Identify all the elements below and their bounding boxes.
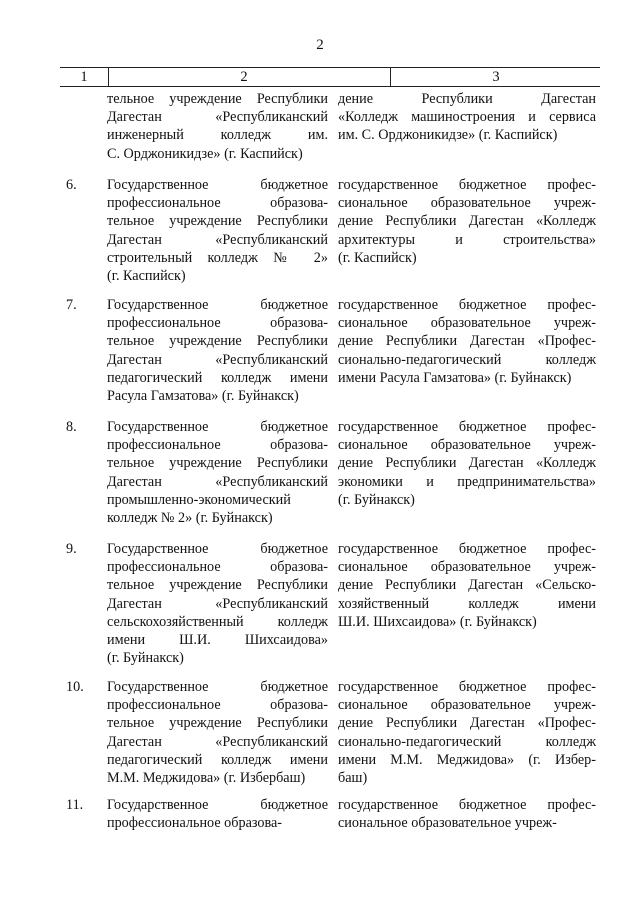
cell-line: (г. Буйнакск) xyxy=(338,491,415,508)
cell-line: сиональное образовательное учреж- xyxy=(338,437,596,454)
cell-line: С. Орджоникидзе» (г. Каспийск) xyxy=(107,145,303,162)
cell-line: государственное бюджетное профес- xyxy=(338,541,596,557)
cell-line: Государственное бюджетное xyxy=(107,541,328,557)
cell-line: Дагестан «Республиканский xyxy=(107,231,328,248)
old-name-cell xyxy=(107,796,328,832)
new-name-cell xyxy=(338,796,596,832)
old-name-cell xyxy=(107,678,328,787)
cell-line: Дагестан «Республиканский xyxy=(107,473,328,490)
old-name-cell xyxy=(107,296,328,405)
cell-line: колледж № 2» (г. Буйнакск) xyxy=(107,509,273,526)
cell-line: профессиональное образова- xyxy=(107,697,328,714)
old-name-cell xyxy=(107,418,328,527)
cell-line: Государственное бюджетное xyxy=(107,177,328,193)
cell-line: «Колледж машиностроения и сервиса xyxy=(338,109,596,126)
header-col-2: 2 xyxy=(108,68,379,86)
cell-line: Ш.И. Шихсаидова» (г. Буйнакск) xyxy=(338,613,537,630)
cell-line: Дагестан «Республиканский xyxy=(107,351,328,368)
cell-line: тельное учреждение Республики xyxy=(107,333,328,350)
new-name-cell xyxy=(338,418,596,509)
cell-line: промышленно-экономический xyxy=(107,491,291,508)
new-name-cell xyxy=(338,540,596,631)
cell-line: Государственное бюджетное xyxy=(107,797,328,813)
cell-line: дение Республики Дагестан «Профес- xyxy=(338,715,596,732)
cell-line: педагогический колледж имени xyxy=(107,369,328,386)
cell-line: Дагестан «Республиканский xyxy=(107,109,328,126)
cell-line: сионально-педагогический колледж xyxy=(338,733,596,750)
cell-line: (г. Каспийск) xyxy=(107,267,186,284)
cell-line: государственное бюджетное профес- xyxy=(338,297,596,313)
new-name-cell xyxy=(338,296,596,387)
cell-line: тельное учреждение Республики xyxy=(107,577,328,594)
cell-line: государственное бюджетное профес- xyxy=(338,679,596,695)
cell-line: дение Республики Дагестан «Колледж xyxy=(338,213,596,230)
row-number: 7. xyxy=(66,297,77,313)
header-col-3: 3 xyxy=(390,68,601,86)
cell-line: строительный колледж № 2» xyxy=(107,249,328,266)
cell-line: баш) xyxy=(338,769,368,786)
cell-line: государственное бюджетное профес- xyxy=(338,797,596,813)
cell-line: профессиональное образова- xyxy=(107,195,328,212)
row-number: 9. xyxy=(66,541,77,557)
cell-line: имени М.М. Меджидова» (г. Избер- xyxy=(338,751,596,768)
cell-line: сиональное образовательное учреж- xyxy=(338,195,596,212)
cell-line: тельное учреждение Республики xyxy=(107,715,328,732)
cell-line: государственное бюджетное профес- xyxy=(338,419,596,435)
cell-line: тельное учреждение Республики xyxy=(107,91,328,107)
cell-line: сиональное образовательное учреж- xyxy=(338,815,557,832)
cell-line: Государственное бюджетное xyxy=(107,679,328,695)
cell-line: дение Республики Дагестан «Сельско- xyxy=(338,577,596,594)
new-name-cell xyxy=(338,90,596,145)
cell-line: государственное бюджетное профес- xyxy=(338,177,596,193)
cell-line: сионально-педагогический колледж xyxy=(338,351,596,368)
cell-line: им. С. Орджоникидзе» (г. Каспийск) xyxy=(338,127,558,144)
cell-line: (г. Каспийск) xyxy=(338,249,417,266)
cell-line: профессиональное образова- xyxy=(107,815,283,832)
page-number: 2 xyxy=(316,37,324,53)
old-name-cell xyxy=(107,176,328,285)
cell-line: экономики и предпринимательства» xyxy=(338,473,596,490)
new-name-cell xyxy=(338,678,596,787)
cell-line: Дагестан «Республиканский xyxy=(107,595,328,612)
old-name-cell xyxy=(107,90,328,163)
cell-line: профессиональное образова- xyxy=(107,315,328,332)
cell-line: имени Ш.И. Шихсаидова» xyxy=(107,631,328,648)
cell-line: хозяйственный колледж имени xyxy=(338,595,596,612)
cell-line: профессиональное образова- xyxy=(107,559,328,576)
cell-line: сиональное образовательное учреж- xyxy=(338,315,596,332)
cell-line: тельное учреждение Республики xyxy=(107,213,328,230)
cell-line: сиональное образовательное учреж- xyxy=(338,697,596,714)
header-col-1: 1 xyxy=(80,69,88,85)
cell-line: имени Расула Гамзатова» (г. Буйнакск) xyxy=(338,369,572,386)
row-number: 8. xyxy=(66,419,77,435)
cell-line: сиональное образовательное учреж- xyxy=(338,559,596,576)
cell-line: Расула Гамзатова» (г. Буйнакск) xyxy=(107,387,299,404)
row-number: 11. xyxy=(66,797,84,813)
cell-line: тельное учреждение Республики xyxy=(107,455,328,472)
cell-line: (г. Буйнакск) xyxy=(107,650,184,667)
cell-line: Государственное бюджетное xyxy=(107,297,328,313)
cell-line: дение Республики Дагестан xyxy=(338,91,596,107)
cell-line: архитектуры и строительства» xyxy=(338,231,596,248)
cell-line: Дагестан «Республиканский xyxy=(107,733,328,750)
cell-line: педагогический колледж имени xyxy=(107,751,328,768)
cell-line: сельскохозяйственный колледж xyxy=(107,613,328,630)
old-name-cell xyxy=(107,540,328,667)
cell-line: дение Республики Дагестан «Профес- xyxy=(338,333,596,350)
cell-line: дение Республики Дагестан «Колледж xyxy=(338,455,596,472)
row-number: 10. xyxy=(66,679,84,695)
cell-line: профессиональное образова- xyxy=(107,437,328,454)
new-name-cell xyxy=(338,176,596,267)
table-header xyxy=(60,67,600,87)
row-number: 6. xyxy=(66,177,77,193)
cell-line: инженерный колледж им. xyxy=(107,127,328,144)
cell-line: Государственное бюджетное xyxy=(107,419,328,435)
cell-line: М.М. Меджидова» (г. Избербаш) xyxy=(107,769,306,786)
